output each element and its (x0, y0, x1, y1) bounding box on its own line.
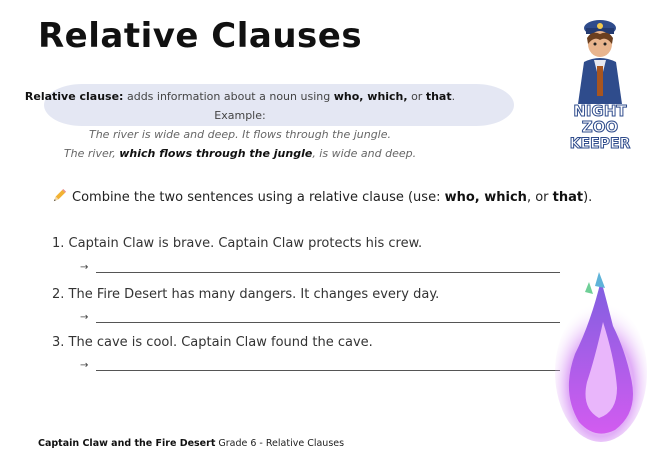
definition-that: that (425, 90, 452, 103)
arrow-icon: → (80, 312, 89, 323)
example-label: Example: (214, 109, 266, 122)
definition-text: adds information about a noun using (123, 90, 334, 103)
logo-line-3: KEEPER (569, 136, 631, 152)
question-1: 1. Captain Claw is brave. Captain Claw protects his crew. (52, 236, 423, 251)
example-2-clause: which flows through the jungle (119, 147, 313, 160)
logo-line-1: NIGHT (573, 102, 627, 120)
footer-title: Captain Claw and the Fire Desert (38, 438, 216, 449)
definition-or: or (407, 90, 426, 103)
instruction (52, 188, 592, 207)
answer-row-1[interactable] (80, 262, 560, 273)
example-2-start: The river, (63, 147, 120, 160)
definition-period: . (451, 90, 456, 103)
definition-keywords: who, which, (333, 90, 408, 103)
night-zoo-keeper-logo (550, 14, 650, 154)
arrow-icon: → (80, 262, 89, 273)
example-sentence-2 (0, 144, 480, 163)
definition-block (0, 87, 480, 163)
instruction-text: Combine the two sentences using a relative clause (use: (72, 190, 445, 205)
answer-row-2[interactable] (80, 312, 560, 323)
instruction-kw1: who, which (444, 190, 527, 205)
footer (38, 438, 344, 449)
definition-term: Relative clause: (24, 90, 124, 103)
answer-row-3[interactable] (80, 360, 560, 371)
footer-subtitle: Grade 6 - Relative Clauses (215, 438, 345, 449)
answer-line[interactable] (96, 262, 560, 273)
instruction-end: ). (583, 190, 593, 205)
instruction-kw2: that (552, 190, 584, 205)
answer-line[interactable] (96, 360, 560, 371)
arrow-icon: → (80, 360, 89, 371)
pencil-icon (52, 188, 68, 207)
question-3: 3. The cave is cool. Captain Claw found the cave. (52, 335, 373, 350)
instruction-sep: , or (526, 190, 553, 205)
question-2: 2. The Fire Desert has many dangers. It changes every day. (52, 287, 440, 302)
logo-line-2: ZOO (581, 118, 619, 136)
example-2-end: , is wide and deep. (312, 147, 417, 160)
page-title: Relative Clauses (38, 16, 363, 56)
purple-flame-illustration (555, 262, 647, 442)
answer-line[interactable] (96, 312, 560, 323)
definition-line (0, 87, 480, 106)
example-sentence-1: The river is wide and deep. It flows through the jungle. (88, 128, 392, 141)
